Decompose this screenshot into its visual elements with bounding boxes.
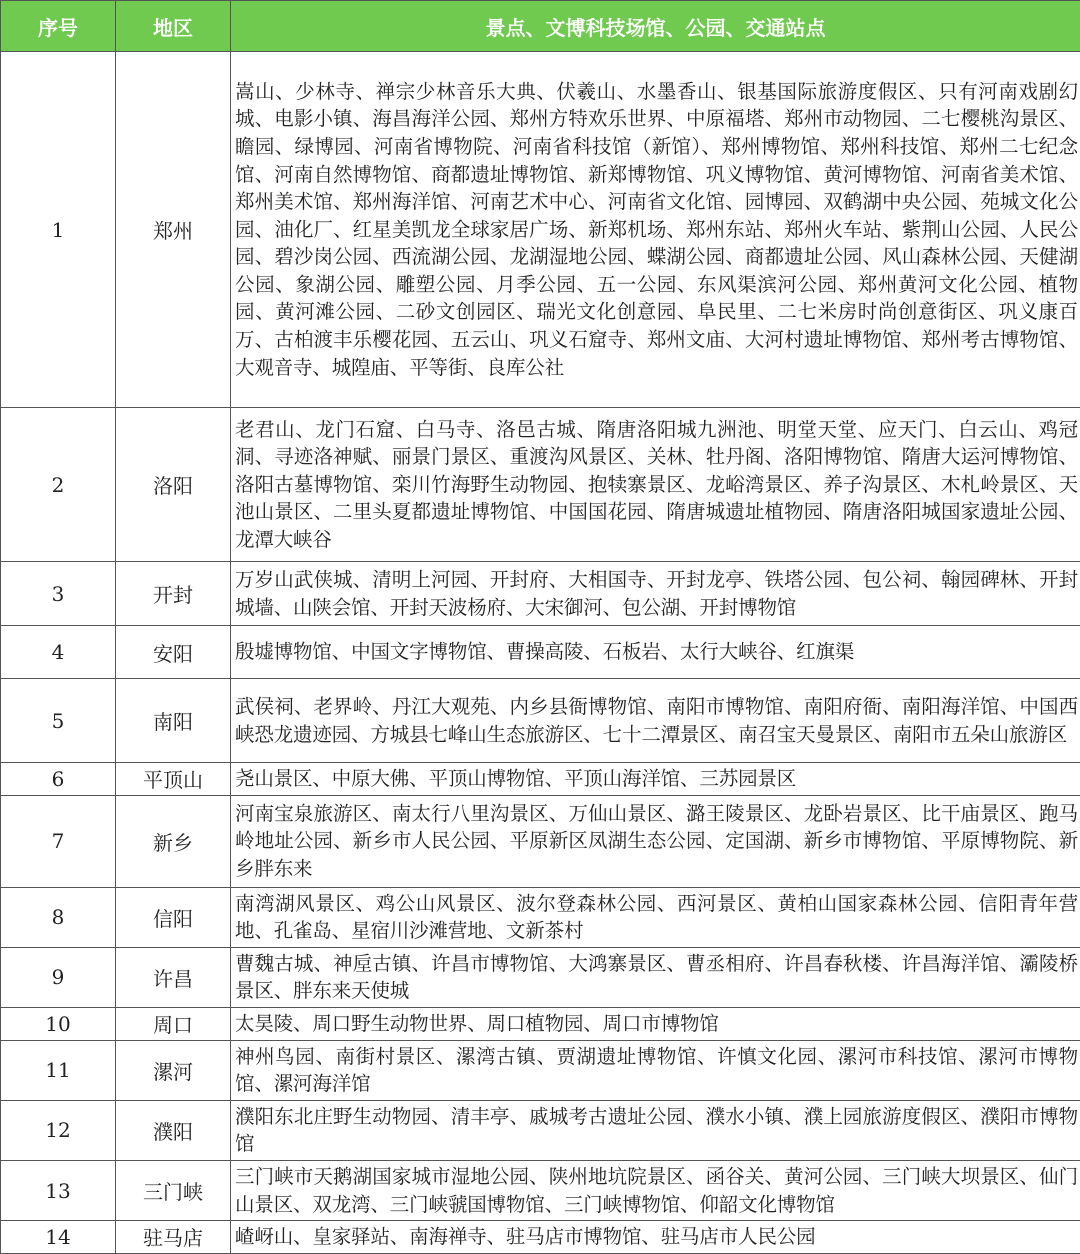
row-region: 新乡 [116,795,231,887]
row-index: 13 [1,1160,116,1220]
table-row [1,763,1080,796]
row-attractions: 万岁山武侠城、清明上河园、开封府、大相国寺、开封龙亭、铁塔公园、包公祠、翰园碑林、开封城墙、山陕会馆、开封天波杨府、大宋御河、包公湖、开封博物馆 [231,562,1080,626]
header-region: 地区 [116,1,231,52]
table-row [1,408,1080,562]
row-region: 三门峡 [116,1160,231,1220]
row-index: 4 [1,626,116,679]
table-row [1,52,1080,408]
row-region: 安阳 [116,626,231,679]
row-attractions: 曹魏古城、神垕古镇、许昌市博物馆、大鸿寨景区、曹丞相府、许昌春秋楼、许昌海洋馆、灞陵桥景区、胖东来天使城 [231,947,1080,1007]
row-attractions: 尧山景区、中原大佛、平顶山博物馆、平顶山海洋馆、三苏园景区 [231,763,1080,796]
header-row [1,1,1080,52]
row-attractions: 殷墟博物馆、中国文字博物馆、曹操高陵、石板岩、太行大峡谷、红旗渠 [231,626,1080,679]
table-row [1,887,1080,947]
table-row [1,1007,1080,1040]
row-attractions: 嵩山、少林寺、禅宗少林音乐大典、伏羲山、水墨香山、银基国际旅游度假区、只有河南戏剧幻城、电影小镇、海昌海洋公园、郑州方特欢乐世界、中原福塔、郑州市动物园、二七樱桃沟景区、瞻园、绿博园、河南省博物院、河南省科技馆（新馆）、郑州博物馆、郑州科技馆、郑州二七纪念馆、河南自然博物馆、商都遗址博物馆、新郑博物馆、巩义博物馆、黄河博物馆、河南省美术馆、郑州美术馆、郑州海洋馆、河南艺术中心、河南省文化馆、园博园、双鹤湖中央公园、苑城文化公园、油化厂、红星美凯龙全球家居广场、新郑机场、郑州东站、郑州火车站、紫荆山公园、人民公园、碧沙岗公园、西流湖公园、龙湖湿地公园、蝶湖公园、商都遗址公园、风山森林公园、天健湖公园、象湖公园、雕塑公园、月季公园、五一公园、东风渠滨河公园、郑州黄河文化公园、植物园、黄河滩公园、二砂文创园区、瑞光文化创意园、阜民里、二七米房时尚创意街区、巩义康百万、古柏渡丰乐樱花园、五云山、巩义石窟寺、郑州文庙、大河村遗址博物馆、郑州考古博物馆、大观音寺、城隍庙、平等街、良库公社 [231,52,1080,408]
row-region: 驻马店 [116,1221,231,1254]
row-region: 平顶山 [116,763,231,796]
row-attractions: 河南宝泉旅游区、南太行八里沟景区、万仙山景区、潞王陵景区、龙卧岩景区、比干庙景区、跑马岭地址公园、新乡市人民公园、平原新区凤湖生态公园、定国湖、新乡市博物馆、平原博物院、新乡胖东来 [231,795,1080,887]
table-row [1,1040,1080,1100]
row-index: 12 [1,1100,116,1160]
row-region: 开封 [116,562,231,626]
table-row [1,1100,1080,1160]
table-row [1,1221,1080,1254]
table-row [1,947,1080,1007]
row-index: 5 [1,679,116,763]
row-index: 1 [1,52,116,408]
table-row [1,562,1080,626]
row-attractions: 南湾湖风景区、鸡公山风景区、波尔登森林公园、西河景区、黄柏山国家森林公园、信阳青年营地、孔雀岛、星宿川沙滩营地、文新茶村 [231,887,1080,947]
row-region: 濮阳 [116,1100,231,1160]
row-region: 郑州 [116,52,231,408]
row-region: 许昌 [116,947,231,1007]
row-attractions: 太昊陵、周口野生动物世界、周口植物园、周口市博物馆 [231,1007,1080,1040]
row-index: 8 [1,887,116,947]
row-attractions: 三门峡市天鹅湖国家城市湿地公园、陕州地坑院景区、函谷关、黄河公园、三门峡大坝景区、仙门山景区、双龙湾、三门峡虢国博物馆、三门峡博物馆、仰韶文化博物馆 [231,1160,1080,1220]
table-row [1,679,1080,763]
row-region: 信阳 [116,887,231,947]
row-region: 周口 [116,1007,231,1040]
row-index: 7 [1,795,116,887]
table-row [1,626,1080,679]
row-attractions: 老君山、龙门石窟、白马寺、洛邑古城、隋唐洛阳城九洲池、明堂天堂、应天门、白云山、鸡冠洞、寻迹洛神赋、丽景门景区、重渡沟风景区、关林、牡丹阁、洛阳博物馆、隋唐大运河博物馆、洛阳古墓博物馆、栾川竹海野生动物园、抱犊寨景区、龙峪湾景区、养子沟景区、木札岭景区、天池山景区、二里头夏都遗址博物馆、中国国花园、隋唐城遗址植物园、隋唐洛阳城国家遗址公园、龙潭大峡谷 [231,408,1080,562]
row-region: 洛阳 [116,408,231,562]
row-index: 9 [1,947,116,1007]
row-region: 漯河 [116,1040,231,1100]
row-attractions: 嵖岈山、皇家驿站、南海禅寺、驻马店市博物馆、驻马店市人民公园 [231,1221,1080,1254]
header-attractions: 景点、文博科技场馆、公园、交通站点 [231,1,1080,52]
row-region: 南阳 [116,679,231,763]
row-index: 10 [1,1007,116,1040]
row-attractions: 武侯祠、老界岭、丹江大观苑、内乡县衙博物馆、南阳市博物馆、南阳府衙、南阳海洋馆、中国西峡恐龙遗迹园、方城县七峰山生态旅游区、七十二潭景区、南召宝天曼景区、南阳市五朵山旅游区 [231,679,1080,763]
row-index: 14 [1,1221,116,1254]
row-attractions: 濮阳东北庄野生动物园、清丰亭、戚城考古遗址公园、濮水小镇、濮上园旅游度假区、濮阳市博物馆 [231,1100,1080,1160]
row-index: 11 [1,1040,116,1100]
row-attractions: 神州鸟园、南街村景区、漯湾古镇、贾湖遗址博物馆、许慎文化园、漯河市科技馆、漯河市博物馆、漯河海洋馆 [231,1040,1080,1100]
header-index: 序号 [1,1,116,52]
table-row [1,795,1080,887]
row-index: 2 [1,408,116,562]
row-index: 3 [1,562,116,626]
row-index: 6 [1,763,116,796]
table-row [1,1160,1080,1220]
